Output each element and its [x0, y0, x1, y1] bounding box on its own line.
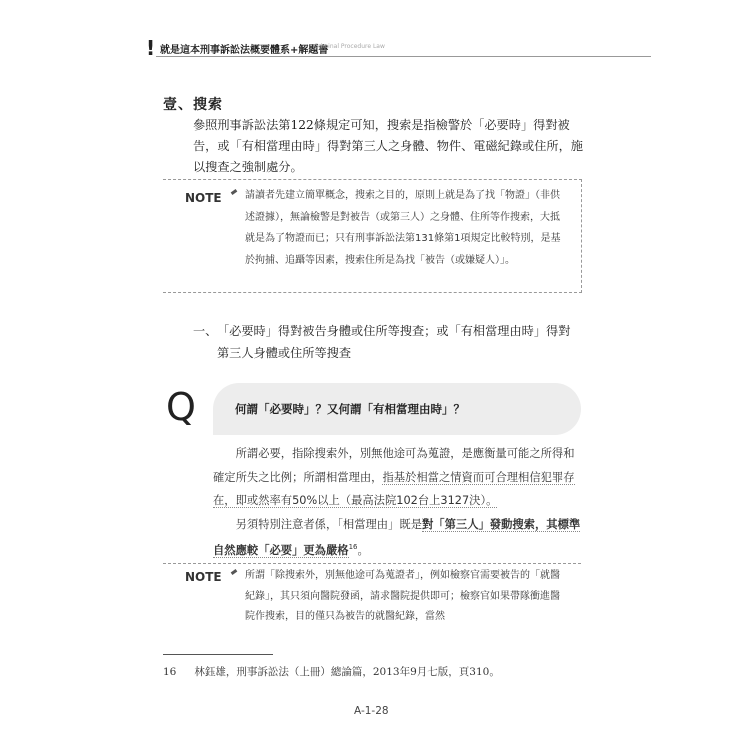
answer-body — [213, 442, 585, 562]
note-text: 請讀者先建立簡單概念，搜索之目的，原則上就是為了找「物證」（非供述證據），無論檢警是對被告（或第三人）之身體、住所等作搜索，大抵就是為了物證而已；只有刑事訴訟法第131條第1項規定比較特別，是基於拘捕、追躡等因素，搜索住所是為找「被告（或嫌疑人）」。 — [245, 190, 561, 266]
section-title: 壹、搜索 — [163, 97, 223, 113]
note-label: NOTE — [185, 570, 222, 584]
pencil-icon — [228, 186, 239, 197]
answer-underlined-text: 指基於相當之情資而可合理相信犯罪存在，即或然率有50%以上（最高法院102台上3127決）。 — [213, 470, 575, 507]
answer-bold-text: 對「第三人」發動搜索，其標準自然應較「必要」更為嚴格 — [213, 517, 581, 557]
subsection-line1: 「必要時」得對被告身體或住所等搜查；或「有相當理由時」得對 — [217, 324, 571, 338]
answer-text: 所謂必要，指除搜索外，別無他途可為蒐證，是應衡量可能之所得和確定所失之比例；所謂相當理由， — [213, 447, 575, 484]
intro-paragraph: 參照刑事訴訟法第122條規定可知，搜索是指檢警於「必要時」得對被告，或「有相當理由時」得對第三人之身體、物件、電磁紀錄或住所，施以搜查之強制處分。 — [193, 118, 583, 174]
note-box — [163, 179, 582, 293]
running-header — [146, 36, 651, 58]
subsection-line2: 第三人身體或住所等搜查 — [217, 346, 352, 360]
note-label: NOTE — [185, 191, 222, 205]
footnote-text: 林鈺雄，刑事訴訟法（上冊）總論篇，2013年9月七版，頁310。 — [194, 666, 500, 678]
answer-text: 。 — [357, 543, 369, 557]
footnote-ref: 16 — [348, 543, 358, 551]
footnote-number: 16 — [163, 666, 177, 678]
answer-paragraph — [213, 513, 585, 563]
note-text: 所謂「除搜索外，別無他途可為蒐證者」，例如檢察官需要被告的「就醫紀錄」，其只須向醫院發函，請求醫院提供即可；檢察官如果帶隊衝進醫院作搜索，目的僅只為被告的就醫紀錄，當然 — [245, 570, 560, 622]
book-title: 就是這本刑事訴訟法概要體系+解題書 — [160, 45, 329, 56]
book-subtitle: Criminal Procedure Law — [314, 43, 385, 50]
pencil-icon — [228, 566, 239, 577]
question-text: 何謂「必要時」？又何謂「有相當理由時」？ — [235, 402, 465, 416]
header-rule — [156, 56, 651, 57]
answer-paragraph — [213, 442, 585, 513]
question-letter: Q — [166, 385, 196, 429]
subsection-number: 一、 — [193, 324, 218, 338]
subsection-heading — [193, 320, 593, 364]
footnote-rule — [163, 654, 273, 655]
footnote — [163, 664, 500, 679]
answer-text: 另須特別注意者係，「相當理由」既是 — [235, 517, 422, 531]
note-box — [163, 563, 581, 634]
page-number: A-1-28 — [354, 705, 389, 717]
exclamation-icon: ! — [146, 36, 156, 60]
question-bubble — [213, 383, 581, 435]
